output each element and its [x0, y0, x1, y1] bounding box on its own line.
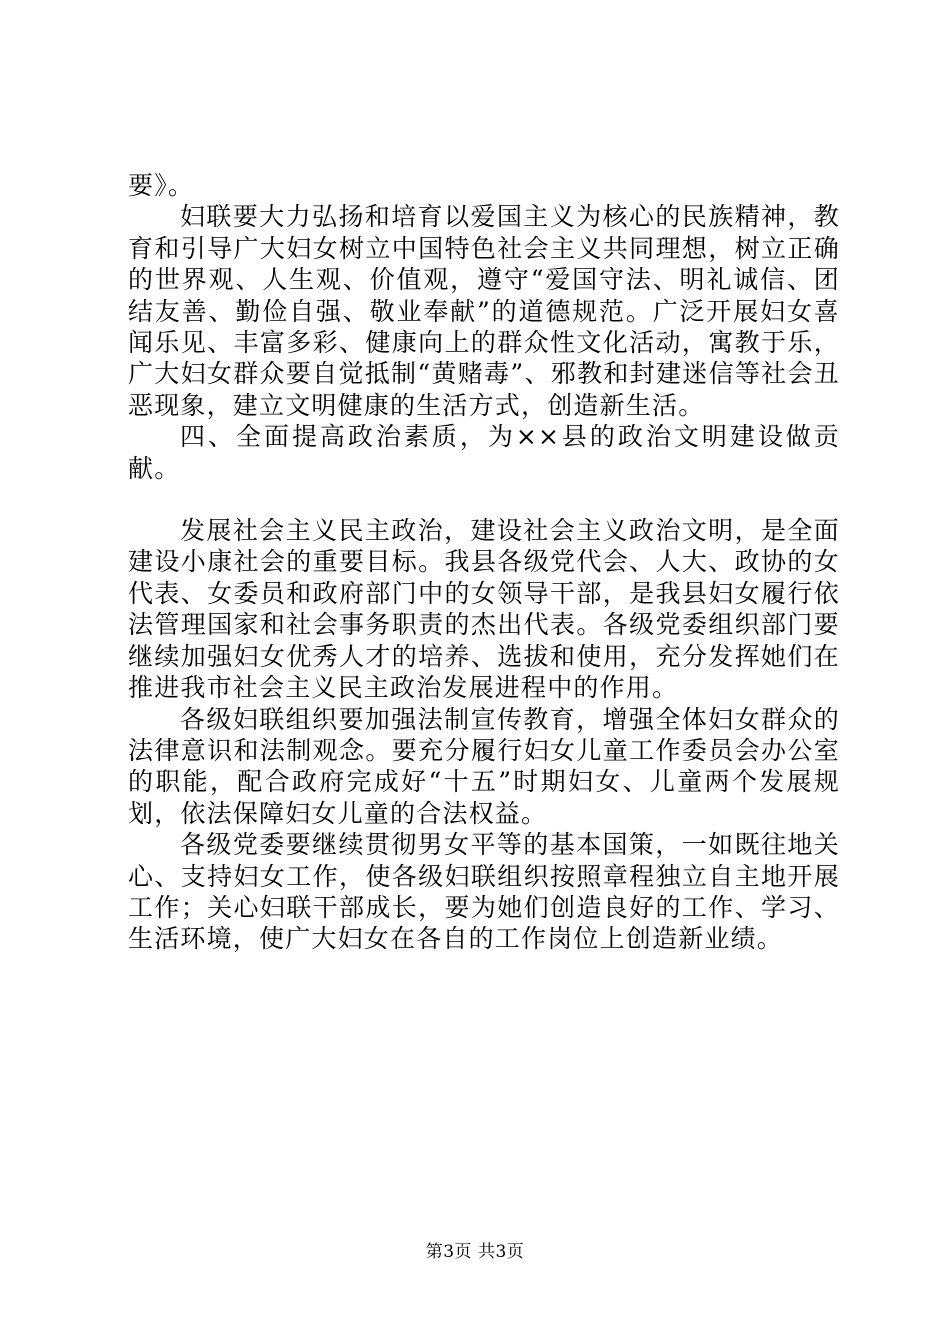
document-body	[128, 170, 840, 955]
page-number: 第3页 共3页	[425, 1242, 525, 1262]
paragraph-continuation: 要》。	[128, 171, 195, 200]
paragraph-party-committees: 各级党委要继续贯彻男女平等的基本国策，一如既往地关心、支持妇女工作，使各级妇联组织按照章程独立自主地开展工作；关心妇联干部成长，要为她们创造良好的工作、学习、生活环境，使广大妇女在各自的工作岗位上创造新业绩。	[128, 830, 840, 954]
paragraph-democratic-politics: 发展社会主义民主政治，建设社会主义政治文明，是全面建设小康社会的重要目标。我县各级党代会、人大、政协的女代表、女委员和政府部门中的女领导干部，是我县妇女履行依法管理国家和社会事务职责的杰出代表。各级党委组织部门要继续加强妇女优秀人才的培养、选拔和使用，充分发挥她们在推进我市社会主义民主政治发展进程中的作用。	[128, 516, 840, 703]
paragraph-spiritual-civilization: 妇联要大力弘扬和培育以爱国主义为核心的民族精神，教育和引导广大妇女树立中国特色社会主义共同理想，树立正确的世界观、人生观、价值观，遵守“爱国守法、明礼诚信、团结友善、勤俭自强、敬业奉献”的道德规范。广泛开展妇女喜闻乐见、丰富多彩、健康向上的群众性文化活动，寓教于乐，广大妇女群众要自觉抵制“黄赌毒”、邪教和封建迷信等社会丑恶现象，建立文明健康的生活方式，创造新生活。	[128, 202, 840, 420]
page-footer	[0, 1242, 950, 1262]
section-heading-four: 四、全面提高政治素质，为××县的政治文明建设做贡献。	[128, 422, 840, 483]
paragraph-legal-education: 各级妇联组织要加强法制宣传教育，增强全体妇女群众的法律意识和法制观念。要充分履行妇女儿童工作委员会办公室的职能，配合政府完成好“十五”时期妇女、儿童两个发展规划，依法保障妇女儿童的合法权益。	[128, 704, 840, 828]
